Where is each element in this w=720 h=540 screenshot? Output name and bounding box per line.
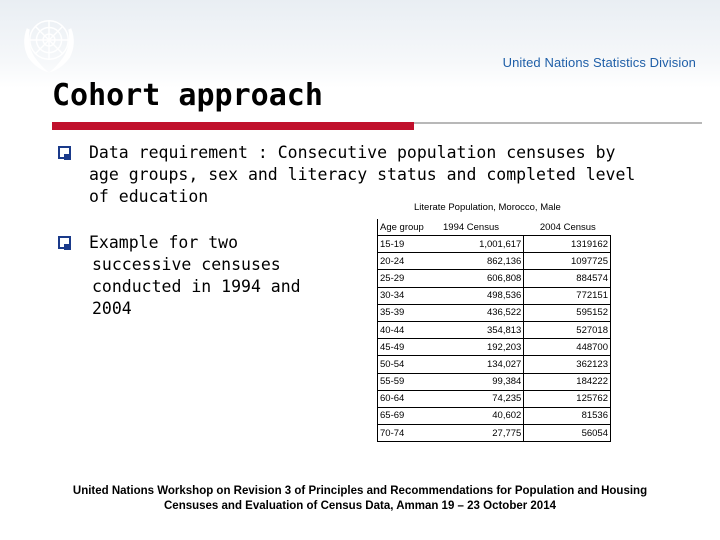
table-row bbox=[378, 287, 611, 304]
table-caption: Literate Population, Morocco, Male bbox=[414, 202, 561, 213]
footer-line: Censuses and Evaluation of Census Data, Amman 19 – 23 October 2014 bbox=[164, 500, 556, 512]
cell-1994: 134,027 bbox=[433, 356, 524, 373]
table-row bbox=[378, 356, 611, 373]
cell-2004: 595152 bbox=[524, 304, 611, 321]
cell-age-group: 45-49 bbox=[378, 339, 434, 356]
cell-age-group: 55-59 bbox=[378, 373, 434, 390]
cell-1994: 436,522 bbox=[433, 304, 524, 321]
cell-age-group: 25-29 bbox=[378, 270, 434, 287]
footer-credit bbox=[40, 484, 680, 514]
cell-2004: 1097725 bbox=[524, 253, 611, 270]
un-emblem-icon bbox=[12, 6, 86, 80]
cell-1994: 354,813 bbox=[433, 321, 524, 338]
literate-population-table bbox=[377, 219, 611, 442]
cell-2004: 362123 bbox=[524, 356, 611, 373]
cell-2004: 527018 bbox=[524, 321, 611, 338]
cell-age-group: 60-64 bbox=[378, 390, 434, 407]
cell-age-group: 20-24 bbox=[378, 253, 434, 270]
column-header-2004-census: 2004 Census bbox=[539, 221, 596, 233]
table-row bbox=[378, 390, 611, 407]
title-accent-bar bbox=[52, 122, 414, 130]
checkbox-bullet-icon bbox=[58, 236, 72, 250]
cell-2004: 772151 bbox=[524, 287, 611, 304]
table-row bbox=[378, 339, 611, 356]
cell-2004: 184222 bbox=[524, 373, 611, 390]
cell-2004: 1319162 bbox=[524, 236, 611, 253]
table-row bbox=[378, 373, 611, 390]
cell-2004: 884574 bbox=[524, 270, 611, 287]
cell-1994: 40,602 bbox=[433, 407, 524, 424]
table-row bbox=[378, 304, 611, 321]
bullet-data-requirement: Data requirement : Consecutive population censuses by age groups, sex and literacy status and completed level of education bbox=[89, 143, 636, 206]
cell-age-group: 70-74 bbox=[378, 425, 434, 442]
column-header-age-group: Age group bbox=[378, 219, 434, 236]
cell-2004: 81536 bbox=[524, 407, 611, 424]
cell-1994: 99,384 bbox=[433, 373, 524, 390]
cell-2004: 56054 bbox=[524, 425, 611, 442]
cell-age-group: 35-39 bbox=[378, 304, 434, 321]
slide-title: Cohort approach bbox=[52, 78, 323, 113]
cell-age-group: 65-69 bbox=[378, 407, 434, 424]
bullet-example-line: Example for two bbox=[89, 233, 239, 252]
table-row bbox=[378, 321, 611, 338]
table-row bbox=[378, 407, 611, 424]
cell-1994: 74,235 bbox=[433, 390, 524, 407]
column-header-1994-census: 1994 Census bbox=[443, 221, 499, 233]
cell-1994: 498,536 bbox=[433, 287, 524, 304]
cell-1994: 1,001,617 bbox=[433, 236, 524, 253]
cell-age-group: 15-19 bbox=[378, 236, 434, 253]
cell-1994: 606,808 bbox=[433, 270, 524, 287]
cell-1994: 862,136 bbox=[433, 253, 524, 270]
bullet-example bbox=[89, 232, 339, 320]
bullet-example-line: successive censuses bbox=[92, 255, 281, 274]
table-row bbox=[378, 425, 611, 442]
header-band bbox=[0, 0, 720, 88]
bullet-example-line: conducted in 1994 and 2004 bbox=[92, 277, 301, 318]
cell-age-group: 50-54 bbox=[378, 356, 434, 373]
footer-line: United Nations Workshop on Revision 3 of Principles and Recommendations for Population and Housing bbox=[72, 485, 648, 497]
table-row bbox=[378, 270, 611, 287]
cell-age-group: 40-44 bbox=[378, 321, 434, 338]
cell-1994: 27,775 bbox=[433, 425, 524, 442]
division-name: United Nations Statistics Division bbox=[502, 55, 696, 70]
table-row bbox=[378, 236, 611, 253]
cell-1994: 192,203 bbox=[433, 339, 524, 356]
cell-age-group: 30-34 bbox=[378, 287, 434, 304]
table-header-row bbox=[378, 219, 611, 236]
cell-2004: 125762 bbox=[524, 390, 611, 407]
cell-2004: 448700 bbox=[524, 339, 611, 356]
table-row bbox=[378, 253, 611, 270]
checkbox-bullet-icon bbox=[58, 146, 72, 160]
